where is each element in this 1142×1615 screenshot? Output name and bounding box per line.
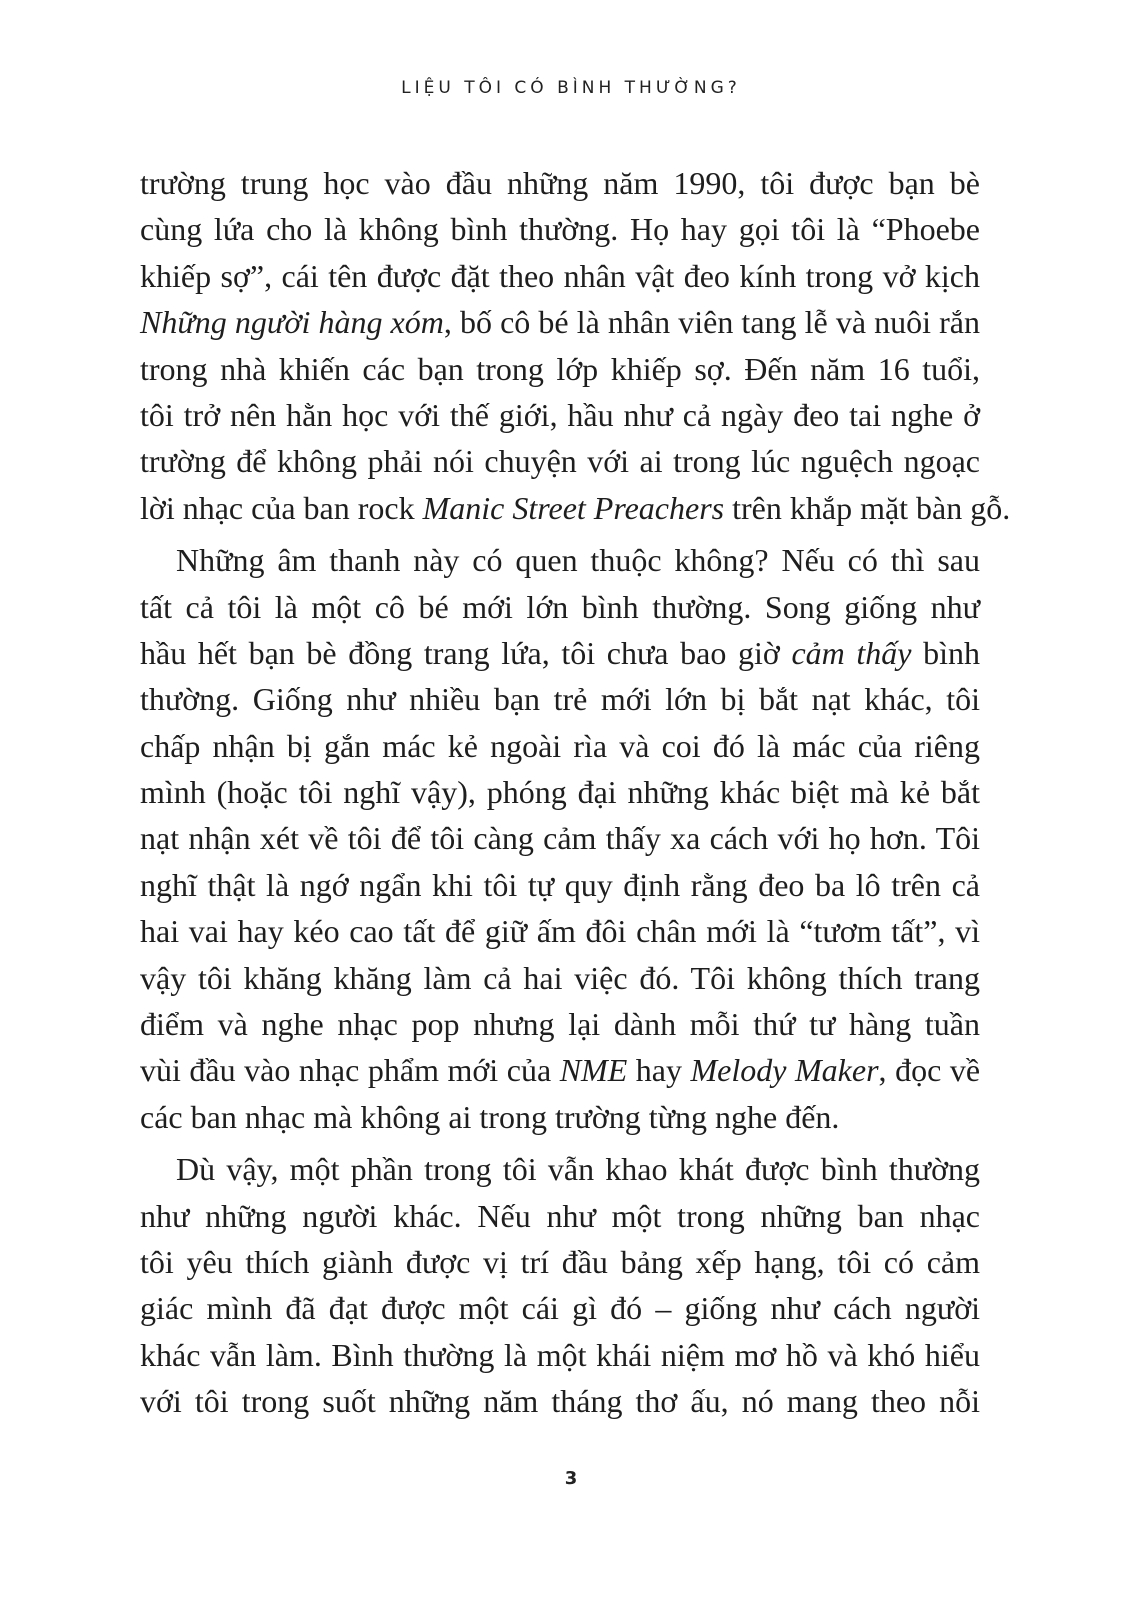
text-segment: giác mình đã đạt được một cái gì đó – giống như cách người (140, 1290, 980, 1327)
text-segment: hầu hết bạn bè đồng trang lứa, tôi chưa bao giờ (140, 634, 792, 671)
text-line (140, 253, 980, 299)
text-segment: chấp nhận bị gắn mác kẻ ngoài rìa và coi đó là mác của riêng (140, 727, 980, 764)
italic-title: cảm thấy (791, 634, 912, 671)
text-line (140, 630, 980, 676)
text-segment: , bố cô bé là nhân viên tang lễ và nuôi rắn (443, 304, 980, 341)
text-line (140, 537, 980, 583)
text-line (140, 346, 980, 392)
text-segment: lời nhạc của ban rock (140, 489, 423, 526)
text-segment: Những âm thanh này có quen thuộc không? Nếu có thì sau (176, 542, 980, 579)
text-line (140, 723, 980, 769)
text-line (140, 955, 980, 1001)
text-segment: khác vẫn làm. Bình thường là một khái niệm mơ hồ và khó hiểu (140, 1336, 980, 1373)
text-segment: mình (hoặc tôi nghĩ vậy), phóng đại những khác biệt mà kẻ bắt (140, 774, 980, 811)
text-segment: trường trung học vào đầu những năm 1990, tôi được bạn bè (140, 165, 980, 201)
text-line (140, 862, 980, 908)
italic-title: Những người hàng xóm (140, 304, 444, 341)
text-segment: cùng lứa cho là không bình thường. Họ hay gọi tôi là “Phoebe (140, 211, 980, 248)
text-segment: như những người khác. Nếu như một trong những ban nhạc (140, 1197, 980, 1234)
paragraph (140, 160, 1011, 531)
text-line (140, 908, 980, 954)
text-segment: tôi trở nên hằn học với thế giới, hầu như cả ngày đeo tai nghe ở (140, 396, 980, 433)
text-line (140, 485, 1011, 531)
text-segment: Dù vậy, một phần trong tôi vẫn khao khát được bình thường (176, 1151, 980, 1188)
text-line (140, 1146, 980, 1192)
paragraph (140, 537, 980, 1140)
text-line (140, 1193, 980, 1239)
text-line (140, 1094, 980, 1140)
text-segment: vùi đầu vào nhạc phẩm mới của (140, 1052, 560, 1089)
text-line (140, 1239, 980, 1285)
text-segment: thường. Giống như nhiều bạn trẻ mới lớn bị bắt nạt khác, tôi (140, 681, 980, 718)
text-segment: hai vai hay kéo cao tất để giữ ấm đôi chân mới là “tươm tất”, vì (140, 913, 980, 950)
text-segment: trường để không phải nói chuyện với ai trong lúc nguệch ngoạc (140, 443, 980, 480)
text-segment: tôi yêu thích giành được vị trí đầu bảng xếp hạng, tôi có cảm (140, 1243, 980, 1280)
text-line (140, 1001, 980, 1047)
italic-title: Manic Street Preachers (422, 489, 725, 526)
text-line (140, 584, 980, 630)
text-line (140, 1378, 980, 1424)
text-line (140, 1285, 980, 1331)
text-line (140, 676, 980, 722)
text-line (140, 206, 980, 252)
page-number: 3 (564, 1468, 578, 1489)
text-line (140, 392, 980, 438)
text-segment: nạt nhận xét về tôi để tôi càng cảm thấy xa cách với họ hơn. Tôi (140, 820, 980, 857)
text-segment: trong nhà khiến các bạn trong lớp khiếp sợ. Đến năm 16 tuổi, (140, 350, 980, 387)
text-segment: nghĩ thật là ngớ ngẩn khi tôi tự quy định rằng đeo ba lô trên cả (140, 866, 980, 903)
text-line (140, 160, 980, 206)
text-line (140, 769, 980, 815)
paragraph (140, 1146, 980, 1424)
text-segment: khiếp sợ”, cái tên được đặt theo nhân vật đeo kính trong vở kịch (140, 257, 980, 294)
text-segment: bình (911, 634, 981, 671)
text-segment: , đọc về (878, 1052, 981, 1089)
text-line (140, 1332, 980, 1378)
text-line (140, 815, 980, 861)
text-line (140, 438, 980, 484)
italic-title: Melody Maker (690, 1052, 879, 1089)
text-segment: tất cả tôi là một cô bé mới lớn bình thường. Song giống như (140, 588, 980, 625)
text-segment: với tôi trong suốt những năm tháng thơ ấu, nó mang theo nỗi (140, 1383, 980, 1420)
text-line (140, 1047, 980, 1093)
text-segment: vậy tôi khăng khăng làm cả hai việc đó. Tôi không thích trang (140, 959, 980, 996)
italic-title: NME (559, 1052, 628, 1089)
text-segment: các ban nhạc mà không ai trong trường từng nghe đến. (140, 1098, 840, 1135)
running-head: LIỆU TÔI CÓ BÌNH THƯỜNG? (401, 78, 741, 98)
text-segment: trên khắp mặt bàn gỗ. (724, 489, 1011, 526)
text-segment: điểm và nghe nhạc pop nhưng lại dành mỗi thứ tư hàng tuần (140, 1006, 980, 1043)
text-line (140, 299, 980, 345)
text-segment: hay (627, 1052, 691, 1089)
body-text (140, 160, 1011, 1425)
